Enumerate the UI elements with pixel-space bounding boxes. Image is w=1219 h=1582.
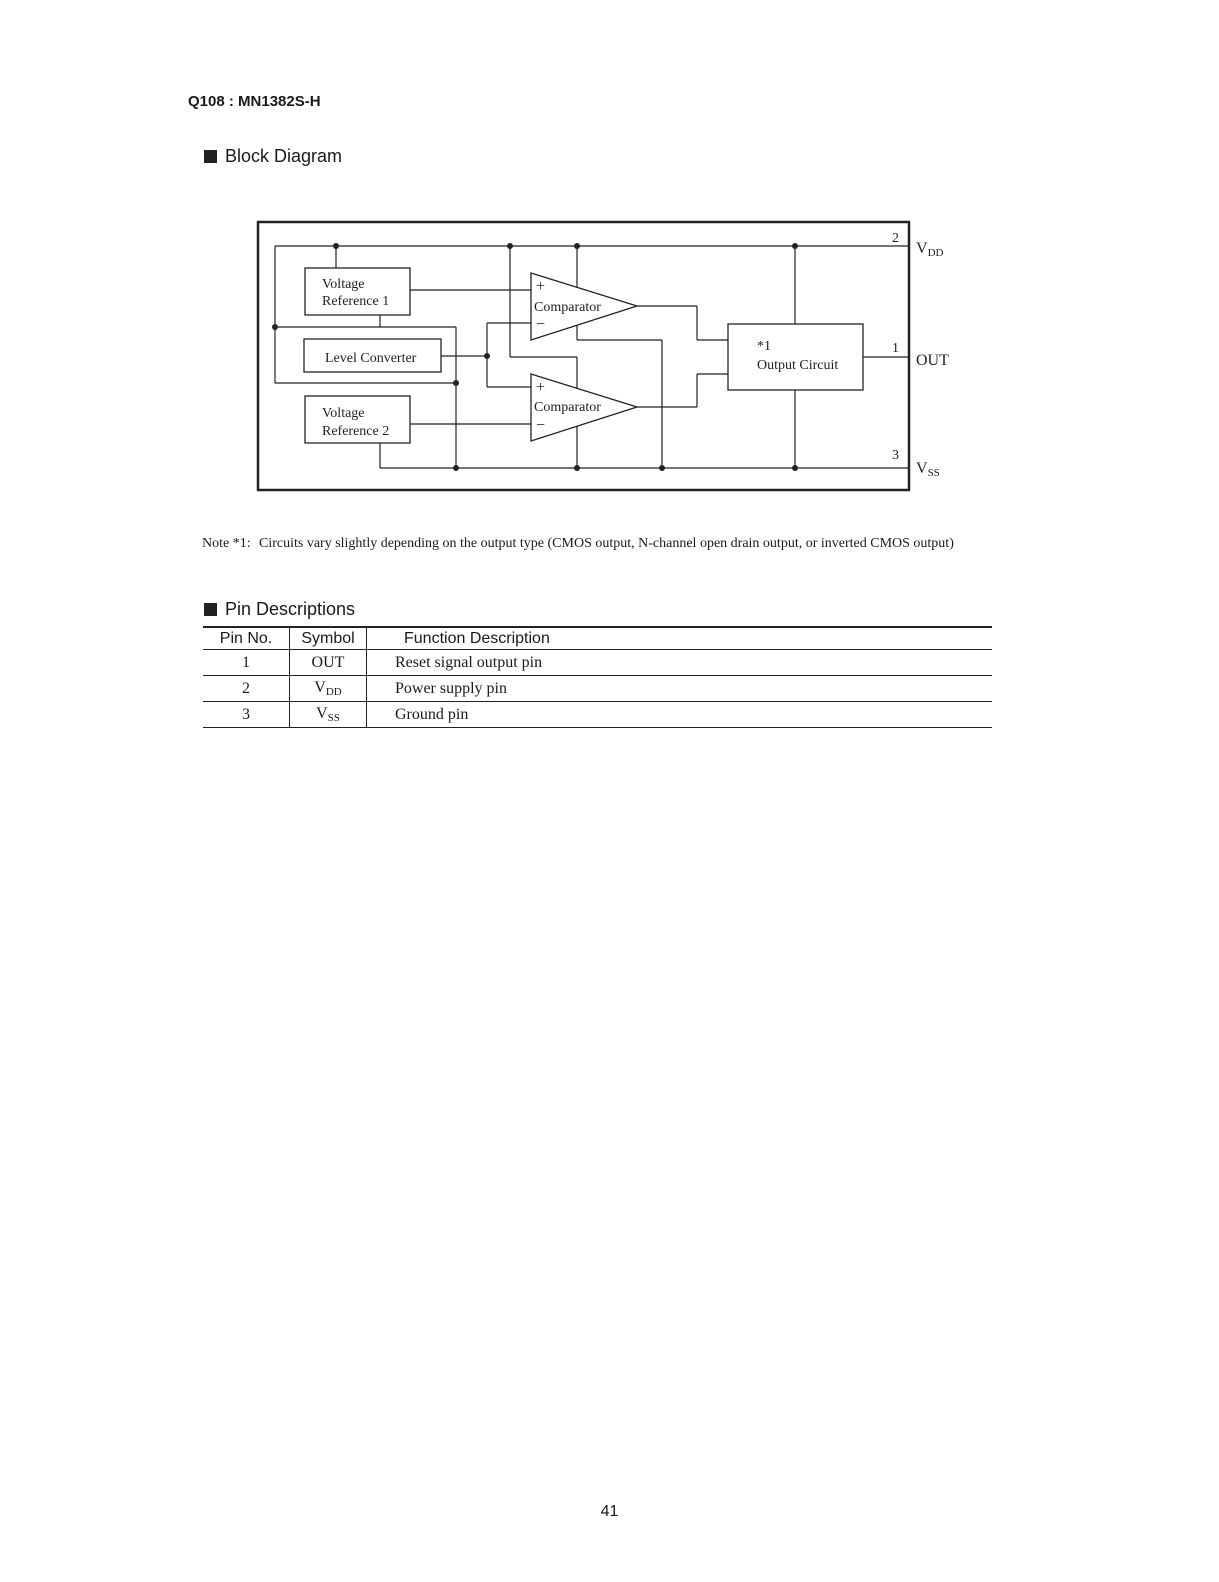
pin-3-name: VSS [916,460,940,479]
pin-1-number: 1 [892,341,899,356]
voltage-reference-2-label-line1: Voltage [322,406,365,421]
comparator-2-label: Comparator [534,400,601,415]
description-cell: Ground pin [367,702,993,728]
page-number: 41 [600,1503,619,1520]
comparator-2-minus: − [536,417,546,434]
block-diagram-heading-text: Block Diagram [225,146,343,166]
note-label: Note *1: [202,536,251,551]
table-header-row [203,627,992,650]
header-pin-no: Pin No. [203,627,290,650]
comparator-1-minus: − [536,316,546,333]
pin-2-name: VDD [916,240,944,259]
note-text: Circuits vary slightly depending on the output type (CMOS output, N-channel open drain output, or inverted CMOS output) [259,536,954,551]
comparator-2-plus: + [536,379,546,396]
table-row [203,650,992,676]
voltage-reference-1-label-line2: Reference 1 [322,294,390,309]
header-symbol: Symbol [290,627,367,650]
output-circuit-label: Output Circuit [757,358,839,373]
symbol-cell: OUT [290,650,367,676]
square-bullet-icon [204,150,217,163]
pin-number-cell: 2 [203,676,290,702]
description-cell: Reset signal output pin [367,650,993,676]
block-diagram-heading [204,146,342,167]
description-cell: Power supply pin [367,676,993,702]
pin-descriptions-table [203,626,992,728]
square-bullet-icon [204,603,217,616]
voltage-reference-1-label-line1: Voltage [322,277,365,292]
symbol-cell: $V_{SS}$ [290,702,367,728]
pin-number-cell: 3 [203,702,290,728]
symbol-cell: $V_{DD}$ [290,676,367,702]
table-row [203,676,992,702]
voltage-reference-2-label-line2: Reference 2 [322,424,390,439]
block-diagram [250,210,970,500]
output-circuit-block [728,324,863,390]
diagram-note [202,533,992,555]
pin-descriptions-heading [204,599,355,620]
pin-descriptions-heading-text: Pin Descriptions [225,599,356,619]
pin-3-number: 3 [892,448,899,463]
pin-2-number: 2 [892,231,899,246]
comparator-1-plus: + [536,278,546,295]
level-converter-label: Level Converter [325,351,417,366]
document-title: Q108 : MN1382S-H [188,93,321,110]
pin-1-name: OUT [916,352,949,369]
table-row [203,702,992,728]
pin-number-cell: 1 [203,650,290,676]
comparator-1-label: Comparator [534,300,601,315]
output-circuit-note-mark: *1 [757,339,771,354]
header-function-description: Function Description [367,627,993,650]
